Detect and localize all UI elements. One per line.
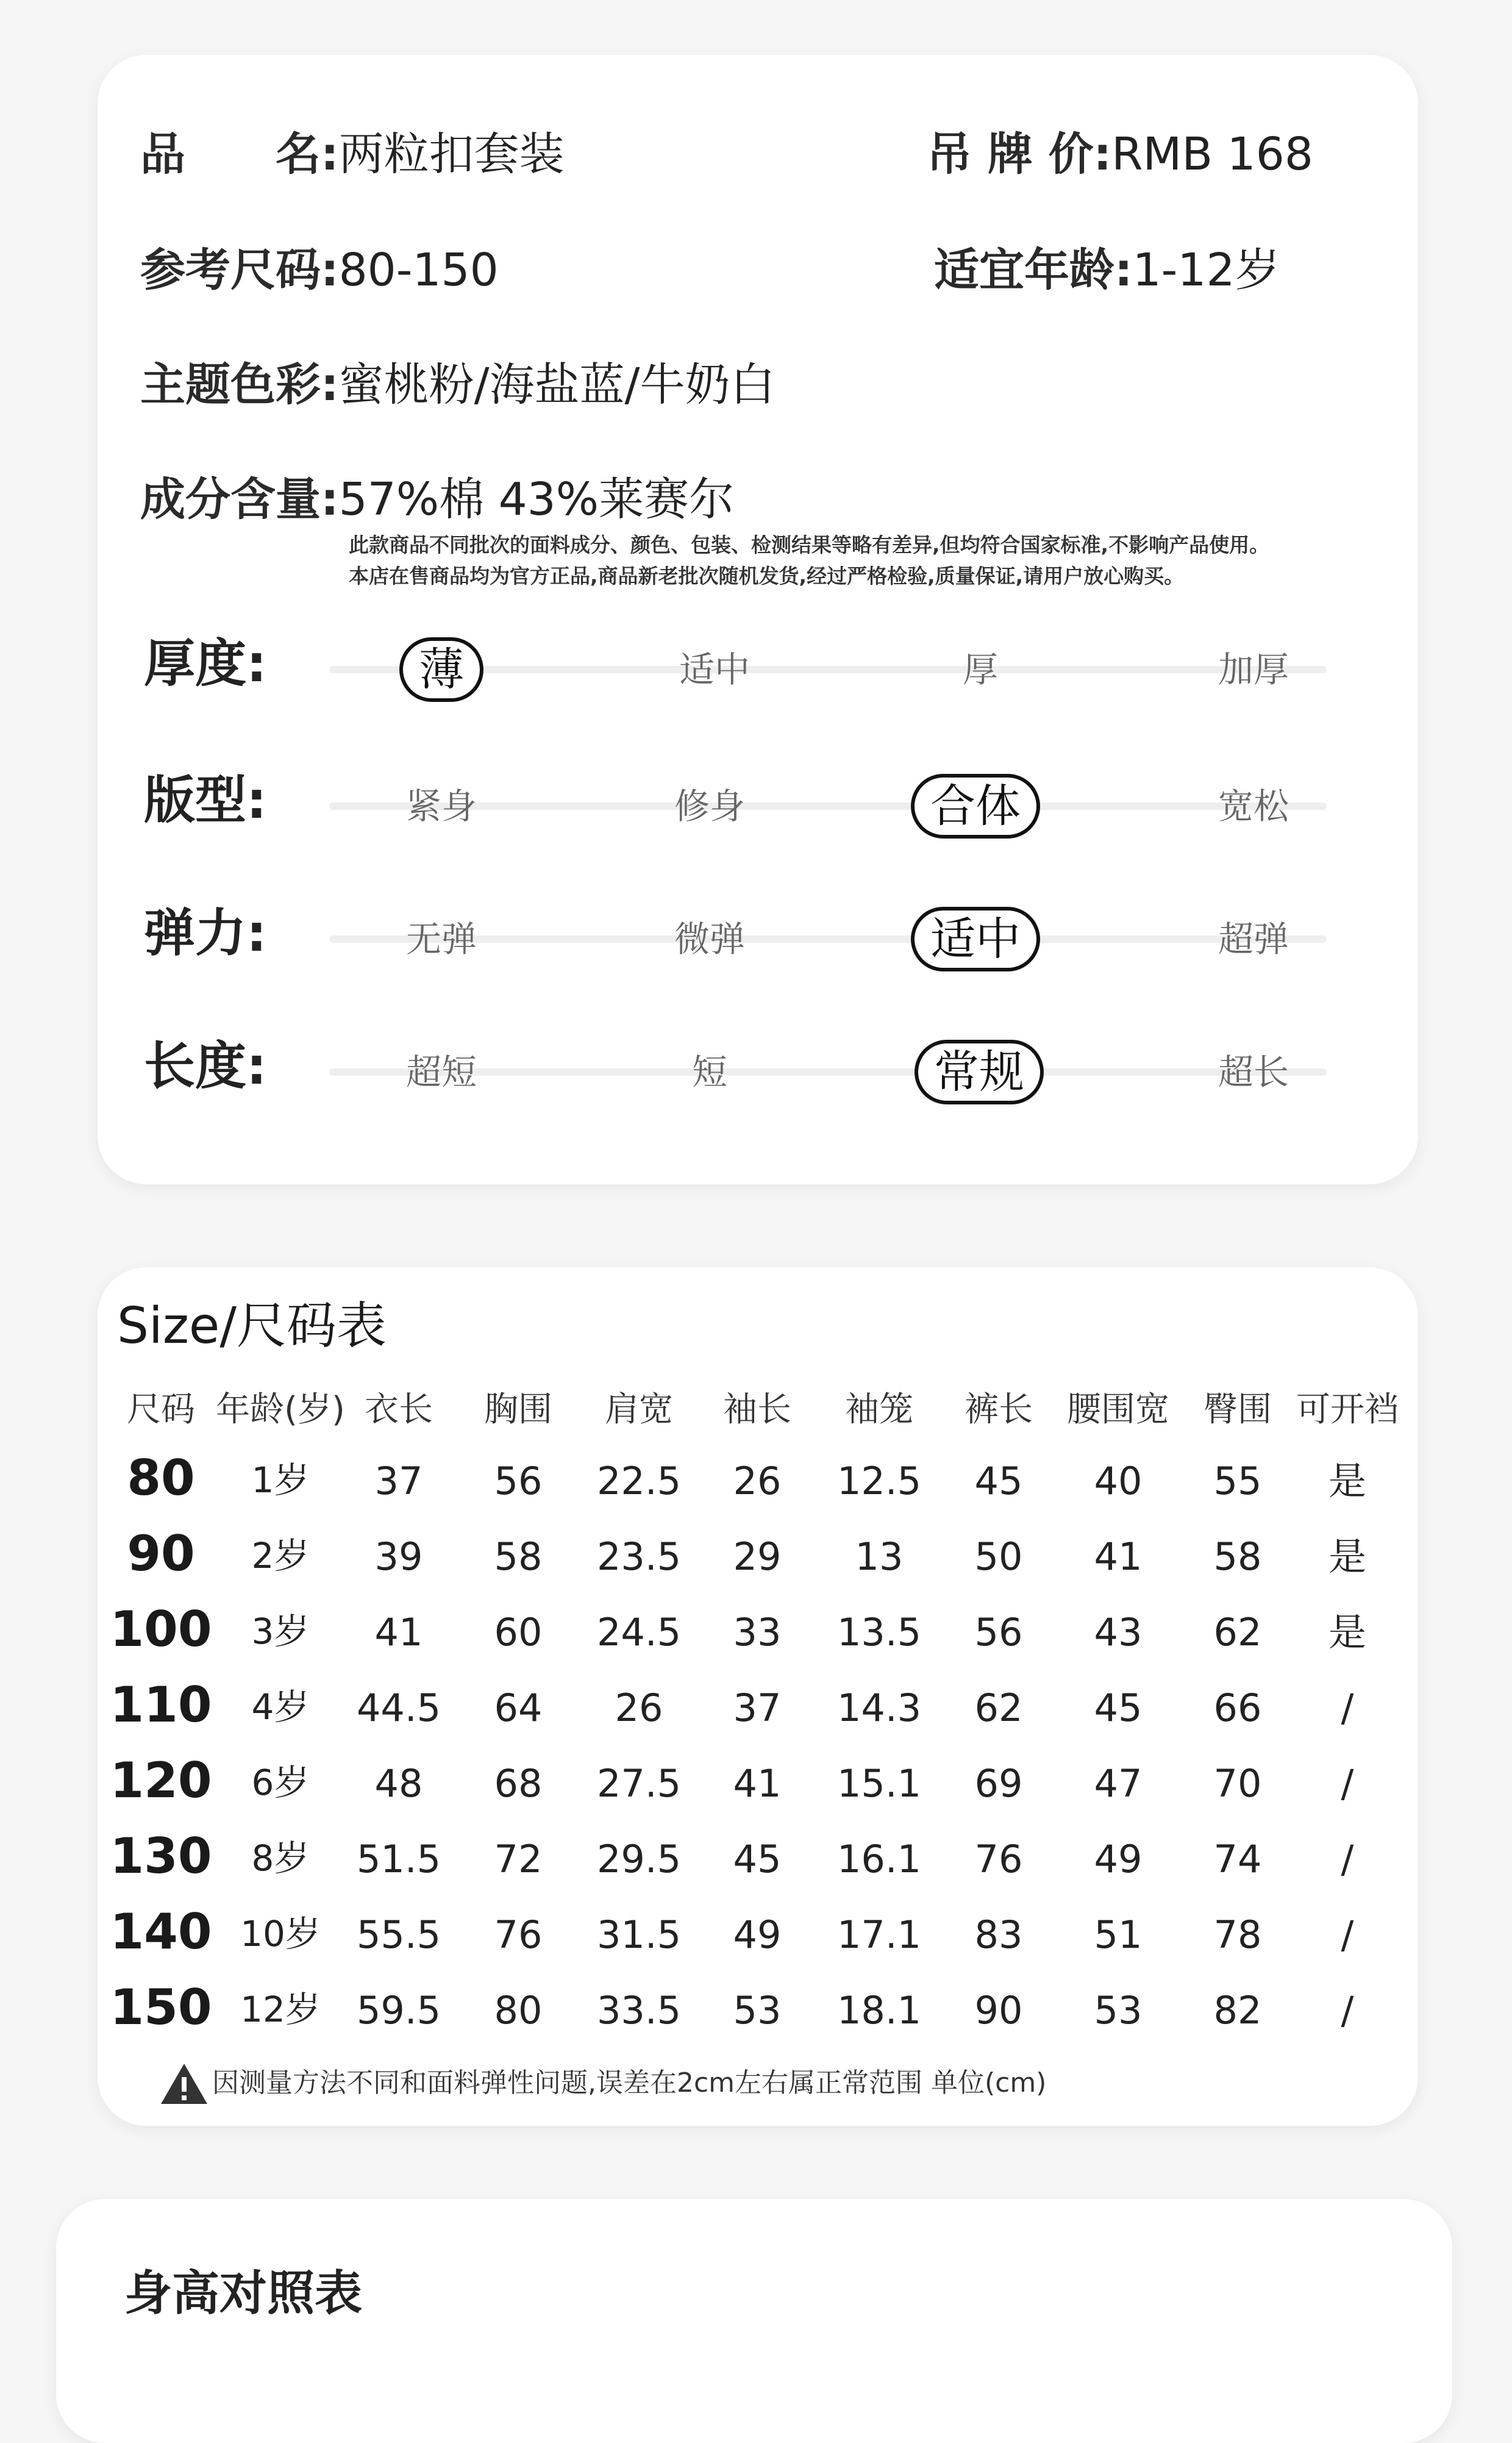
table-cell: 31.5	[596, 1912, 682, 1957]
scale-option-selected: 薄	[399, 637, 483, 702]
table-cell: 41	[1094, 1534, 1143, 1579]
scale-option-selected: 常规	[915, 1040, 1044, 1104]
scale-option: 超弹	[1218, 918, 1289, 960]
column-header: 年龄(岁)	[216, 1390, 345, 1429]
table-cell: 56	[494, 1459, 543, 1503]
table-cell: 66	[1213, 1686, 1262, 1730]
column-header: 裤长	[965, 1390, 1033, 1429]
material-value: 57%棉 43%莱赛尔	[338, 473, 735, 526]
size-cell: 130	[110, 1828, 212, 1884]
height-chart-card	[56, 2199, 1452, 2443]
table-cell: /	[1341, 1686, 1354, 1730]
name-label: 品 名:	[140, 128, 339, 181]
table-cell: 49	[733, 1912, 782, 1957]
color-label: 主题色彩:	[140, 359, 339, 411]
table-cell: 33	[733, 1610, 782, 1654]
table-cell: 26	[615, 1686, 663, 1730]
table-cell: 24.5	[596, 1610, 682, 1654]
table-cell: /	[1341, 1837, 1354, 1881]
price-value: RMB 168	[1111, 128, 1313, 181]
column-header: 衣长	[365, 1390, 433, 1429]
color-value: 蜜桃粉/海盐蓝/牛奶白	[338, 359, 776, 411]
size-cell: 100	[110, 1601, 212, 1658]
table-cell: 18.1	[836, 1988, 922, 2033]
column-header: 袖长	[723, 1390, 791, 1429]
scale-label: 版型:	[144, 770, 267, 830]
table-cell: 68	[494, 1761, 543, 1806]
age-range-label: 适宜年龄:	[934, 244, 1133, 296]
table-cell: 48	[374, 1761, 423, 1806]
table-cell: 10岁	[240, 1913, 321, 1955]
table-cell: 44.5	[356, 1686, 441, 1730]
table-cell: 3岁	[251, 1611, 310, 1652]
table-cell: 83	[974, 1912, 1023, 1957]
age-range-value: 1-12岁	[1132, 244, 1280, 296]
size-cell: 140	[110, 1903, 212, 1960]
table-cell: 6岁	[251, 1762, 310, 1803]
name-value: 两粒扣套装	[338, 128, 565, 181]
table-cell: /	[1341, 1988, 1354, 2033]
table-cell: 4岁	[251, 1686, 310, 1728]
table-cell: 47	[1094, 1761, 1143, 1806]
table-cell: 55.5	[356, 1912, 441, 1957]
height-chart-title: 身高对照表	[124, 2266, 363, 2321]
table-cell: 12岁	[240, 1989, 321, 2030]
scale-track	[329, 935, 1327, 943]
table-cell: 45	[1094, 1686, 1143, 1730]
table-cell: 76	[494, 1912, 543, 1957]
table-cell: 78	[1213, 1912, 1262, 1957]
size-range-field	[140, 244, 499, 296]
table-cell: 16.1	[836, 1837, 922, 1881]
color-field	[140, 359, 776, 411]
table-cell: 26	[733, 1459, 782, 1503]
column-header: 胸围	[484, 1390, 552, 1429]
table-cell: 是	[1328, 1610, 1367, 1654]
scale-option: 超长	[1218, 1051, 1289, 1093]
material-field	[140, 473, 735, 526]
table-cell: 27.5	[596, 1761, 682, 1806]
size-cell: 80	[127, 1450, 195, 1506]
table-cell: 53	[1094, 1988, 1143, 2033]
column-header: 尺码	[127, 1390, 195, 1429]
size-cell: 120	[110, 1752, 212, 1809]
scale-option: 加厚	[1218, 649, 1289, 690]
table-cell: 62	[974, 1686, 1023, 1730]
table-cell: 82	[1213, 1988, 1262, 2033]
table-cell: 49	[1094, 1837, 1143, 1881]
table-cell: 13	[855, 1534, 904, 1579]
table-cell: 17.1	[836, 1912, 922, 1957]
table-cell: 45	[733, 1837, 782, 1881]
size-table-card	[98, 1267, 1418, 2126]
table-cell: 76	[974, 1837, 1023, 1881]
notice-line-2: 本店在售商品均为官方正品,商品新老批次随机发货,经过严格检验,质量保证,请用户放心购买。	[349, 564, 1185, 588]
age-range-field	[934, 244, 1280, 296]
notice-line-1: 此款商品不同批次的面料成分、颜色、包装、检测结果等略有差异,但均符合国家标准,不影响产品使用。	[349, 533, 1270, 557]
column-header: 袖笼	[845, 1390, 913, 1429]
material-label: 成分含量:	[140, 473, 339, 526]
table-cell: 37	[733, 1686, 782, 1730]
scale-option: 短	[691, 1051, 728, 1093]
table-cell: 80	[494, 1988, 543, 2033]
scale-label: 长度:	[144, 1036, 267, 1096]
footnote-text: 因测量方法不同和面料弹性问题,误差在2cm左右属正常范围 单位(cm)	[212, 2067, 1047, 2098]
table-cell: 8岁	[251, 1837, 310, 1879]
table-cell: 23.5	[596, 1534, 682, 1579]
table-cell: 58	[1213, 1534, 1262, 1579]
scale-option: 适中	[679, 649, 751, 690]
size-range-value: 80-150	[338, 244, 499, 296]
column-header: 肩宽	[605, 1390, 673, 1429]
scale-option: 无弹	[405, 918, 477, 960]
table-cell: 22.5	[596, 1459, 682, 1503]
scale-option: 超短	[405, 1051, 477, 1093]
table-cell: 50	[974, 1534, 1023, 1579]
table-cell: 45	[974, 1459, 1023, 1503]
scale-option: 紧身	[405, 785, 477, 827]
quality-notice	[349, 529, 1269, 592]
column-header: 腰围宽	[1067, 1390, 1169, 1429]
scale-option: 宽松	[1218, 785, 1289, 827]
table-cell: 29	[733, 1534, 782, 1579]
size-footnote	[160, 2061, 1046, 2105]
column-header: 臀围	[1204, 1390, 1272, 1429]
column-header: 可开裆	[1296, 1390, 1399, 1429]
table-cell: 14.3	[836, 1686, 922, 1730]
price-label: 吊 牌 价:	[927, 128, 1112, 181]
table-cell: 90	[974, 1988, 1023, 2033]
size-table-title: Size/尺码表	[117, 1297, 387, 1355]
size-cell: 110	[110, 1676, 212, 1733]
table-cell: 55	[1213, 1459, 1262, 1503]
table-cell: 29.5	[596, 1837, 682, 1881]
scale-track	[329, 803, 1327, 810]
table-cell: 12.5	[836, 1459, 922, 1503]
table-cell: 39	[374, 1534, 423, 1579]
table-cell: 64	[494, 1686, 543, 1730]
table-cell: 74	[1213, 1837, 1262, 1881]
table-cell: 40	[1094, 1459, 1143, 1503]
table-cell: 56	[974, 1610, 1023, 1654]
scale-track	[329, 1068, 1327, 1076]
table-cell: 69	[974, 1761, 1023, 1806]
table-cell: 1岁	[251, 1459, 310, 1501]
table-cell: /	[1341, 1761, 1354, 1806]
table-cell: 51	[1094, 1912, 1143, 1957]
table-cell: 是	[1328, 1534, 1367, 1579]
scale-option: 厚	[962, 649, 999, 690]
table-cell: 58	[494, 1534, 543, 1579]
size-cell: 150	[110, 1979, 212, 2036]
scale-option-selected: 合体	[911, 774, 1040, 839]
table-cell: 51.5	[356, 1837, 441, 1881]
table-cell: 43	[1094, 1610, 1143, 1654]
scale-option: 修身	[674, 785, 746, 827]
name-field	[140, 128, 565, 181]
table-cell: 15.1	[836, 1761, 922, 1806]
table-cell: 72	[494, 1837, 543, 1881]
table-cell: 33.5	[596, 1988, 682, 2033]
table-cell: 41	[374, 1610, 423, 1654]
table-cell: /	[1341, 1912, 1354, 1957]
table-cell: 是	[1328, 1459, 1367, 1503]
scale-option-selected: 适中	[911, 907, 1040, 971]
scale-label: 厚度:	[144, 634, 267, 693]
size-cell: 90	[127, 1525, 195, 1582]
table-cell: 37	[374, 1459, 423, 1503]
table-cell: 53	[733, 1988, 782, 2033]
product-info-card	[98, 55, 1418, 1184]
table-cell: 41	[733, 1761, 782, 1806]
table-cell: 59.5	[356, 1988, 441, 2033]
table-cell: 2岁	[251, 1535, 310, 1576]
scale-label: 弹力:	[144, 903, 267, 963]
table-cell: 70	[1213, 1761, 1262, 1806]
table-cell: 13.5	[836, 1610, 922, 1654]
table-cell: 60	[494, 1610, 543, 1654]
table-cell: 62	[1213, 1610, 1262, 1654]
scale-option: 微弹	[674, 918, 746, 960]
price-field	[927, 128, 1313, 181]
warning-icon	[160, 2061, 209, 2105]
size-range-label: 参考尺码:	[140, 244, 339, 296]
